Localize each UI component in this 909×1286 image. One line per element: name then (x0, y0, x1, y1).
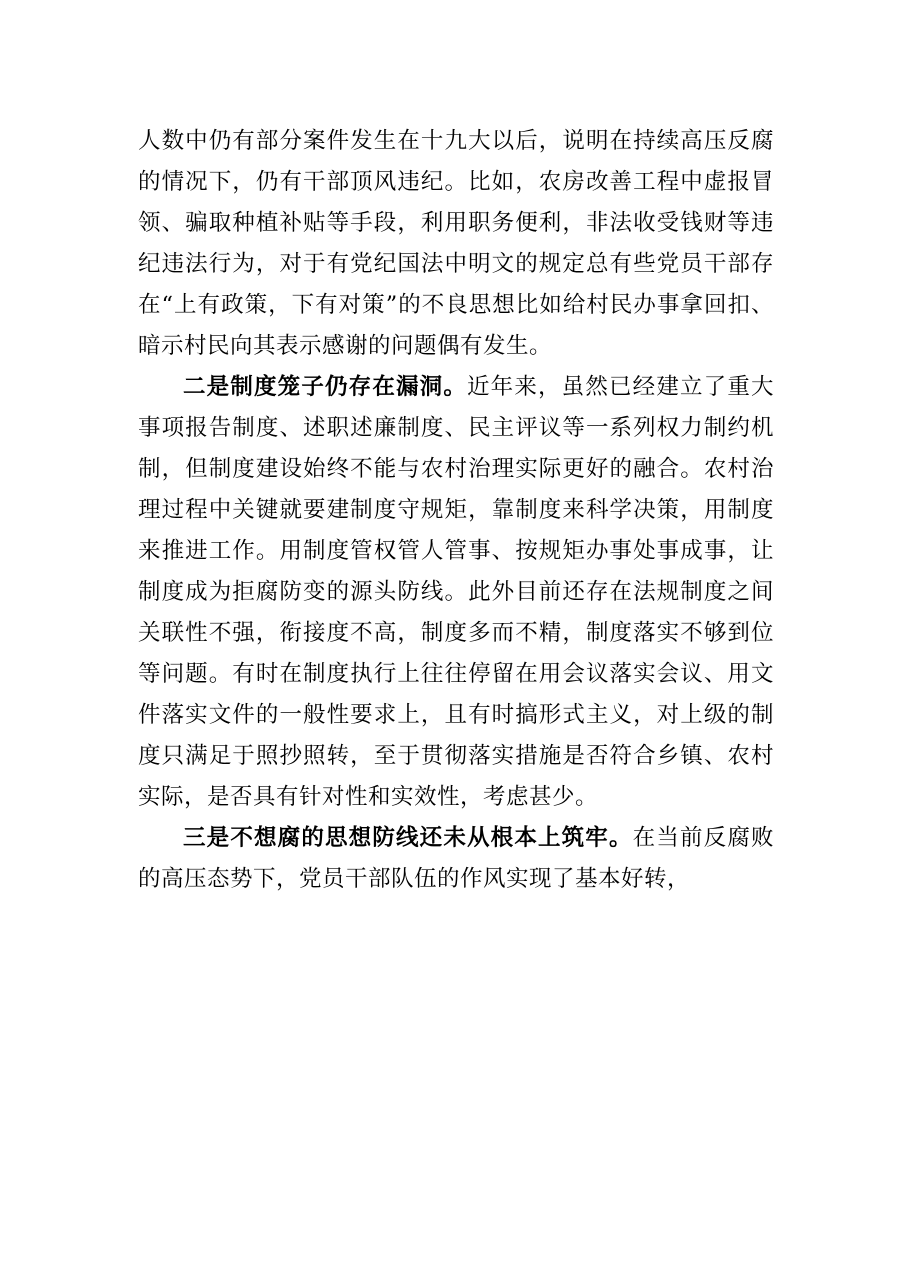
paragraph-3 (138, 818, 774, 900)
paragraph-3-lead: 三是不想腐的思想防线还未从根本上筑牢。 (183, 825, 633, 851)
paragraph-1 (138, 121, 774, 367)
paragraph-1-text: 人数中仍有部分案件发生在十九大以后，说明在持续高压反腐的情况下，仍有干部顶风违纪。比如，农房改善工程中虚报冒领、骗取种植补贴等手段，利用职务便利，非法收受钱财等违纪违法行为，对于有党纪国法中明文的规定总有些党员干部存在“上有政策，下有对策”的不良思想比如给村民办事拿回扣、暗示村民向其表示感谢的问题偶有发生。 (138, 128, 774, 359)
paragraph-2 (138, 367, 774, 818)
document-page (138, 121, 774, 900)
paragraph-2-text: 近年来，虽然已经建立了重大事项报告制度、述职述廉制度、民主评议等一系列权力制约机制，但制度建设始终不能与农村治理实际更好的融合。农村治理过程中关键就要建制度守规矩，靠制度来科学决策，用制度来推进工作。用制度管权管人管事、按规矩办事处事成事，让制度成为拒腐防变的源头防线。此外目前还存在法规制度之间关联性不强，衔接度不高，制度多而不精，制度落实不够到位等问题。有时在制度执行上往往停留在用会议落实会议、用文件落实文件的一般性要求上，且有时搞形式主义，对上级的制度只满足于照抄照转，至于贯彻落实措施是否符合乡镇、农村实际，是否具有针对性和实效性，考虑甚少。 (138, 374, 774, 810)
paragraph-3-text: 在当前反腐败的高压态势下，党员干部队伍的作风实现了基本好转， (138, 825, 774, 892)
paragraph-2-lead: 二是制度笼子仍存在漏洞。 (183, 374, 467, 400)
